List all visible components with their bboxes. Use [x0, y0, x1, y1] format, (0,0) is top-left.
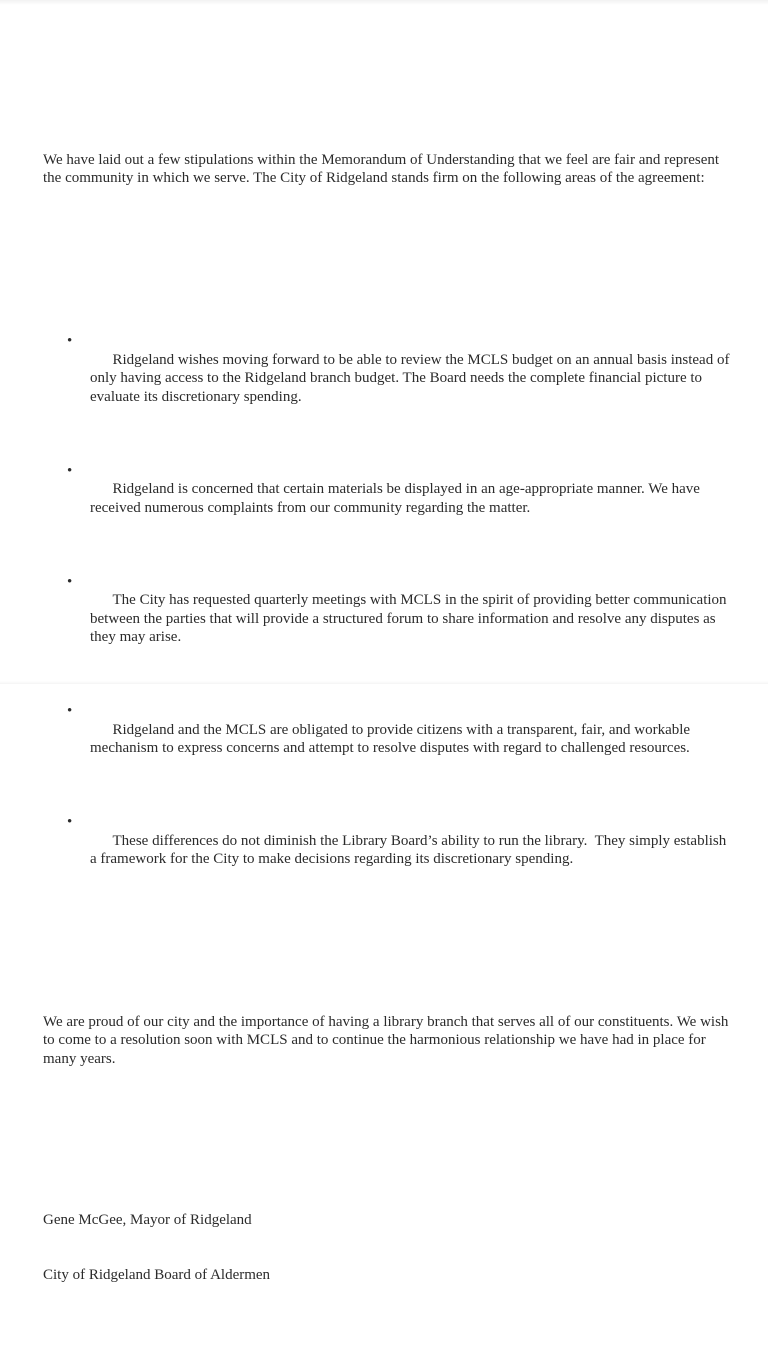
signature-org: City of Ridgeland Board of Aldermen — [43, 1267, 271, 1283]
letter-body — [43, 0, 733, 1359]
bullet-budget-review — [43, 332, 733, 425]
bullet-icon: • — [67, 573, 73, 590]
signature-name: Gene McGee, Mayor of Ridgeland — [43, 1211, 252, 1228]
closing-paragraph: We are proud of our city and the importance of having a library branch that serves all of our constituents. We wish to come to a resolution soon with MCLS and to continue the harmonious relationship we have had in place for many years. — [43, 1013, 733, 1067]
bullet-quarterly-meetings — [43, 573, 733, 666]
bullet-text: Ridgeland and the MCLS are obligated to provide citizens with a transparent, fair, and workable mechanism to express concerns and attempt to resolve disputes with regard to challenged resources. — [90, 721, 694, 756]
bullet-icon: • — [67, 814, 73, 830]
bullet-text: These differences do not diminish the Library Board’s ability to run the library. They simply establish a framework for the City to make decisions regarding its discretionary spending. — [90, 832, 731, 867]
bullet-icon: • — [67, 703, 73, 719]
bullet-library-board-ability — [43, 813, 733, 887]
bullet-icon: • — [67, 462, 73, 479]
bullet-icon: • — [67, 333, 73, 349]
signature-block — [43, 1174, 733, 1322]
bullet-text: Ridgeland is concerned that certain materials be displayed in an age-appropriate manner. We have received numerous complaints from our community regarding the matter. — [90, 481, 704, 516]
bullet-age-appropriate-materials — [43, 462, 733, 536]
bullet-text: Ridgeland wishes moving forward to be able to review the MCLS budget on an annual basis instead of only having access to the Ridgeland branch budget. The Board needs the complete financial picture to evaluate its discretionary spending. — [90, 351, 734, 405]
bullet-dispute-mechanism — [43, 702, 733, 776]
bullet-text: The City has requested quarterly meetings with MCLS in the spirit of providing better communication between the parties that will provide a structured forum to share information and resolve any disputes as they may arise. — [90, 592, 731, 645]
intro-paragraph: We have laid out a few stipulations within the Memorandum of Understanding that we feel are fair and represent the community in which we serve. The City of Ridgeland stands firm on the following areas of the agreement: — [43, 151, 723, 186]
stipulations-list — [43, 295, 733, 924]
